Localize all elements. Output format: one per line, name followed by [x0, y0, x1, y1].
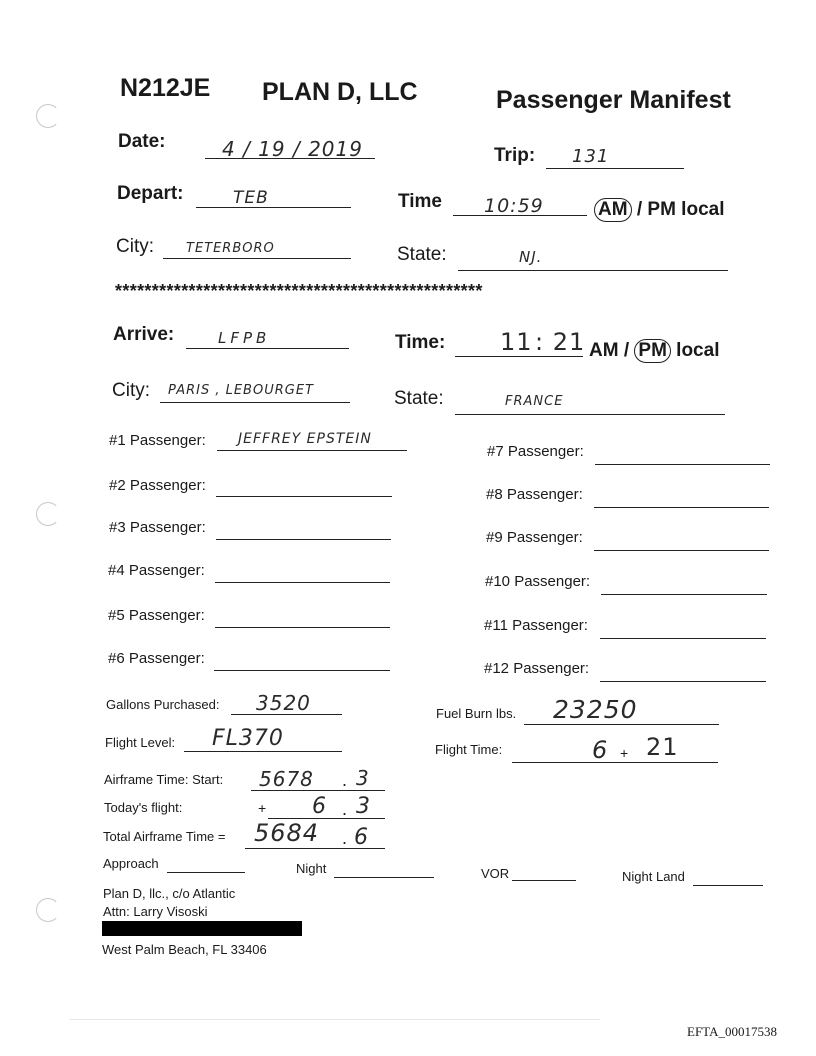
flight-time-line [512, 762, 718, 763]
depart-pm-local: / PM local [636, 199, 725, 220]
night-line [334, 877, 434, 878]
trip-line [546, 168, 684, 169]
arrive-time-line [455, 356, 583, 357]
company-name: PLAN D, LLC [262, 78, 418, 106]
vor-label: VOR [481, 866, 510, 881]
airframe-start-int: 5678 [259, 767, 314, 791]
passenger-6-label: #6 Passenger: [108, 650, 205, 667]
depart-line [196, 207, 351, 208]
arrive-am: AM / [589, 340, 630, 361]
passenger-7-line [595, 464, 770, 465]
bates-number: EFTA_00017538 [687, 1024, 777, 1039]
todays-flight-point: . [342, 799, 348, 819]
arrive-city-line [160, 402, 350, 403]
arrive-label: Arrive: [113, 324, 175, 345]
passenger-8-line [594, 507, 769, 508]
flight-time-minutes: 21 [646, 733, 679, 761]
todays-flight-dec: 3 [356, 794, 371, 819]
total-airframe-dec: 6 [354, 825, 369, 850]
depart-label: Depart: [117, 183, 184, 204]
depart-state-line [458, 270, 728, 271]
date-label: Date: [118, 131, 166, 152]
night-land-label: Night Land [622, 869, 685, 884]
todays-flight-plus: + [258, 800, 267, 816]
flight-time-hours: 6 [592, 736, 609, 764]
trip-value: 131 [572, 146, 610, 167]
depart-state-value: NJ. [519, 248, 543, 266]
passenger-1-value: JEFFREY EPSTEIN [238, 431, 372, 447]
tail-number: N212JE [120, 74, 211, 102]
approach-label: Approach [103, 856, 159, 871]
arrive-value: LFPB [218, 329, 271, 347]
arrive-time-label: Time: [395, 332, 446, 353]
airframe-start-label: Airframe Time: Start: [104, 772, 224, 787]
todays-flight-label: Today's flight: [104, 800, 183, 815]
flight-level-line [184, 751, 342, 752]
flight-time-plus: + [620, 745, 629, 761]
arrive-state-line [455, 414, 725, 415]
gallons-label: Gallons Purchased: [106, 697, 220, 712]
arrive-time-min: : 21 [535, 328, 586, 356]
total-airframe-int: 5684 [254, 819, 320, 847]
flight-level-value: FL370 [212, 726, 284, 751]
arrive-local: local [676, 340, 720, 361]
arrive-city-value: PARIS , LEBOURGET [168, 383, 314, 398]
passenger-2-line [216, 496, 392, 497]
date-value: 4 / 19 / 2019 [222, 137, 363, 161]
total-airframe-point: . [342, 828, 348, 848]
flight-time-label: Flight Time: [435, 742, 503, 757]
todays-flight-int: 6 [312, 794, 327, 819]
flight-level-label: Flight Level: [105, 735, 176, 750]
night-label: Night [296, 861, 327, 876]
depart-city-label: City: [116, 236, 154, 257]
arrive-line [186, 348, 349, 349]
passenger-4-label: #4 Passenger: [108, 562, 205, 579]
passenger-1-label: #1 Passenger: [109, 432, 206, 449]
passenger-11-line [600, 638, 766, 639]
redaction-bar [102, 921, 302, 936]
depart-state-label: State: [397, 244, 447, 265]
binder-hole-bottom [36, 898, 60, 922]
fuel-burn-label: Fuel Burn lbs. [436, 706, 517, 721]
gallons-value: 3520 [256, 691, 311, 715]
footer-faint-line [70, 1019, 600, 1020]
depart-city-line [163, 258, 351, 259]
passenger-12-label: #12 Passenger: [484, 660, 590, 677]
address-line-1: Plan D, llc., c/o Atlantic [103, 886, 236, 901]
address-line-4: West Palm Beach, FL 33406 [102, 942, 267, 957]
passenger-8-label: #8 Passenger: [486, 486, 583, 503]
passenger-7-label: #7 Passenger: [487, 443, 584, 460]
airframe-start-point: . [342, 770, 348, 790]
passenger-2-label: #2 Passenger: [109, 477, 206, 494]
depart-ampm [594, 198, 724, 222]
passenger-11-label: #11 Passenger: [484, 617, 588, 634]
depart-city-value: TETERBORO [186, 241, 275, 256]
approach-line [167, 872, 245, 873]
arrive-state-value: FRANCE [505, 394, 564, 409]
passenger-6-line [214, 670, 390, 671]
passenger-12-line [600, 681, 766, 682]
passenger-9-label: #9 Passenger: [486, 529, 583, 546]
airframe-start-dec: 3 [356, 766, 370, 790]
night-land-line [693, 885, 763, 886]
passenger-5-line [215, 627, 390, 628]
passenger-3-line [216, 539, 391, 540]
depart-am-circled: AM [594, 198, 632, 222]
separator-asterisks: ************************************************** [115, 281, 483, 301]
vor-line [512, 880, 576, 881]
form-title: Passenger Manifest [496, 86, 731, 114]
passenger-3-label: #3 Passenger: [109, 519, 206, 536]
passenger-10-label: #10 Passenger: [485, 573, 591, 590]
trip-label: Trip: [494, 145, 536, 166]
passenger-5-label: #5 Passenger: [108, 607, 205, 624]
passenger-1-line [217, 450, 407, 451]
depart-time-value: 10:59 [484, 195, 544, 217]
fuel-burn-value: 23250 [553, 695, 638, 724]
passenger-9-line [594, 550, 769, 551]
fuel-burn-line [524, 724, 719, 725]
total-airframe-label: Total Airframe Time = [103, 829, 226, 844]
depart-value: TEB [233, 188, 269, 208]
binder-hole-middle [36, 502, 60, 526]
arrive-city-label: City: [112, 380, 150, 401]
passenger-10-line [601, 594, 767, 595]
binder-hole-top [36, 104, 60, 128]
arrive-pm-circled: PM [634, 339, 671, 363]
depart-time-label: Time [398, 191, 443, 212]
passenger-4-line [215, 582, 390, 583]
arrive-time-hour: 11 [500, 328, 533, 356]
arrive-ampm [589, 339, 719, 363]
address-line-2: Attn: Larry Visoski [103, 904, 208, 919]
arrive-state-label: State: [394, 388, 444, 409]
